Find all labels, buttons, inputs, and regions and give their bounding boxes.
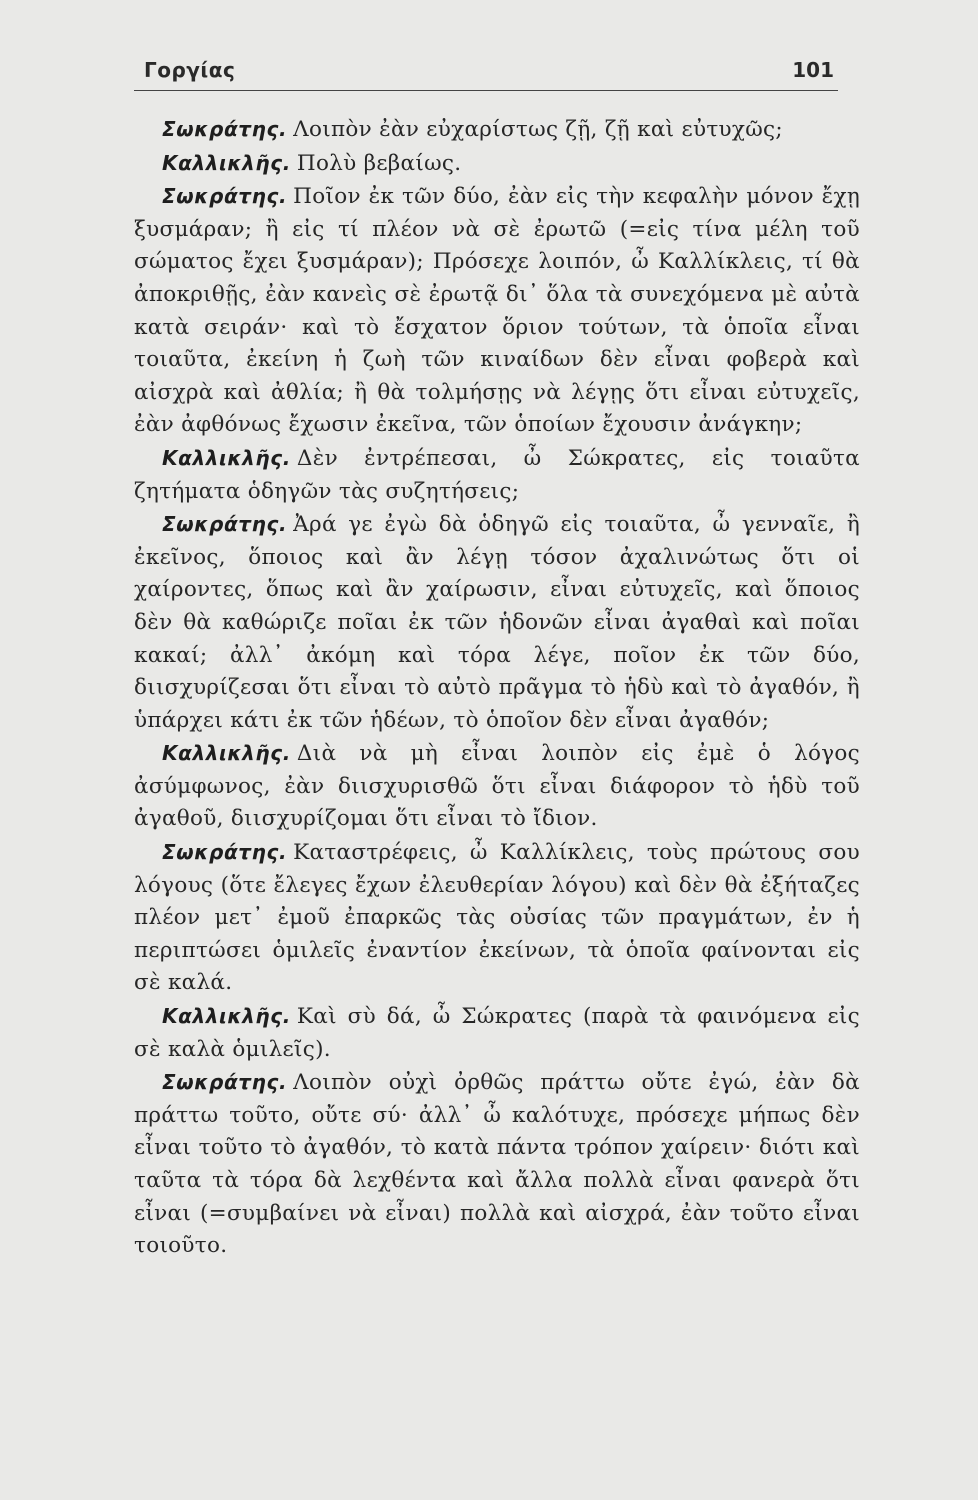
speaker-label: Σωκράτης. [162, 117, 288, 141]
speaker-label: Σωκράτης. [162, 840, 288, 865]
speech-text: Καὶ σὺ δά, ὦ Σώκρατες (παρὰ τὰ φαινόμενα εἰς σὲ καλὰ ὁμιλεῖς). [134, 1004, 860, 1062]
speech-text: Διὰ νὰ μὴ εἶναι λοιπὸν εἰς ἐμὲ ὁ λόγος ἀσύμφωνος, ἐὰν διισχυρισθῶ ὅτι εἶναι διάφορον τὸ ἡδὺ τοῦ ἀγαθοῦ, διισχυρίζομαι ὅτι εἶναι τὸ ἴδιον. [134, 741, 860, 832]
speaker-label: Σωκράτης. [162, 184, 288, 209]
speech-text: Λοιπὸν ἐὰν εὐχαρίστως ζῇ, ζῇ καὶ εὐτυχῶς; [293, 117, 783, 142]
speaker-label: Σωκράτης. [162, 1070, 288, 1095]
speech-text: Ποῖον ἐκ τῶν δύο, ἐὰν εἰς τὴν κεφαλὴν μόνον ἔχῃ ξυσμάραν; ἢ εἰς τί πλέον νὰ σὲ ἐρωτῶ (=εἰς τίνα μέλη τοῦ σώματος ἔχει ξυσμάραν); Πρόσεχε λοιπόν, ὦ Καλλίκλεις, τί θὰ ἀποκριθῇς, ἐὰν κανεὶς σὲ ἐρωτᾷ δι᾽ ὅλα τὰ συνεχόμενα μὲ αὐτὰ κατὰ σειράν· καὶ τὸ ἔσχατον ὅριον τούτων, τὰ ὁποῖα εἶναι τοιαῦτα, ἐκείνη ἡ ζωὴ τῶν κιναίδων δὲν εἶναι φοβερὰ καὶ αἰσχρὰ καὶ ἀθλία; ἢ θὰ τολμήσῃς νὰ λέγῃς ὅτι εἶναι εὐτυχεῖς, ἐὰν ἀφθόνως ἔχωσιν ἐκεῖνα, τῶν ὁποίων ἔχουσιν ἀνάγκην; [134, 184, 860, 438]
speech-text: Ἀρά γε ἐγὼ δὰ ὁδηγῶ εἰς τοιαῦτα, ὦ γενναῖε, ἢ ἐκεῖνος, ὅποιος καὶ ἂν λέγῃ τόσον ἀχαλινώτως ὅτι οἱ χαίροντες, ὅπως καὶ ἂν χαίρωσιν, εἶναι εὐτυχεῖς, καὶ ὅποιος δὲν θὰ καθώριζε ποῖαι ἐκ τῶν ἡδονῶν εἶναι ἀγαθαὶ καὶ ποῖαι κακαί; ἀλλ᾽ ἀκόμη καὶ τόρα λέγε, ποῖον ἐκ τῶν δύο, διισχυρίζεσαι ὅτι εἶναι τὸ αὐτὸ πρᾶγμα τὸ ἡδὺ καὶ τὸ ἀγαθόν, ἢ ὑπάρχει κάτι ἐκ τῶν ἡδέων, τὸ ὁποῖον δὲν εἶναι ἀγαθόν; [134, 512, 860, 733]
dialogue-paragraph [134, 737, 860, 836]
running-title: Γοργίας [144, 58, 236, 82]
dialogue-paragraph [134, 836, 860, 1000]
speech-text: Λοιπὸν οὐχὶ ὀρθῶς πράττω οὔτε ἐγώ, ἐὰν δὰ πράττω τοῦτο, οὔτε σύ· ἀλλ᾽ ὦ καλότυχε, πρόσεχε μήπως δὲν εἶναι τοῦτο τὸ ἀγαθόν, τὸ κατὰ πάντα τρόπον χαίρειν· διότι καὶ ταῦτα τὰ τόρα δὰ λεχθέντα καὶ ἄλλα πολλὰ εἶναι φανερὰ ὅτι εἶναι (=συμβαίνει νὰ εἶναι) πολλὰ καὶ αἰσχρά, ἐὰν τοῦτο εἶναι τοιοῦτο. [134, 1070, 860, 1259]
speaker-label: Σωκράτης. [162, 512, 288, 537]
speech-text: Πολὺ βεβαίως. [296, 150, 462, 176]
running-head [134, 58, 838, 91]
dialogue-paragraph [134, 147, 860, 181]
speech-text: Καταστρέφεις, ὦ Καλλίκλεις, τοὺς πρώτους σου λόγους (ὅτε ἔλεγες ἔχων ἐλευθερίαν λόγου) καὶ δὲν θὰ ἐξήταζες πλέον μετ᾽ ἐμοῦ ἐπαρκῶς τὰς οὐσίας τῶν πραγμάτων, ἐν ἡ περιπτώσει ὁμιλεῖς ἐναντίον ἐκείνων, τὰ ὁποῖα φαίνονται εἰς σὲ καλά. [134, 840, 860, 996]
speaker-label: Καλλικλῆς. [162, 445, 291, 470]
dialogue-paragraph [134, 113, 860, 147]
speaker-label: Καλλικλῆς. [162, 1004, 291, 1029]
dialogue-text [134, 113, 860, 1263]
dialogue-paragraph [134, 180, 860, 442]
dialogue-paragraph [134, 442, 860, 508]
speaker-label: Καλλικλῆς. [162, 150, 291, 175]
speech-text: Δὲν ἐντρέπεσαι, ὦ Σώκρατες, εἰς τοιαῦτα ζητήματα ὁδηγῶν τὰς συζητήσεις; [134, 445, 860, 504]
dialogue-paragraph [134, 1066, 860, 1263]
dialogue-paragraph [134, 1000, 860, 1066]
dialogue-paragraph [134, 508, 860, 737]
speaker-label: Καλλικλῆς. [162, 741, 291, 766]
page-number: 101 [792, 58, 834, 82]
